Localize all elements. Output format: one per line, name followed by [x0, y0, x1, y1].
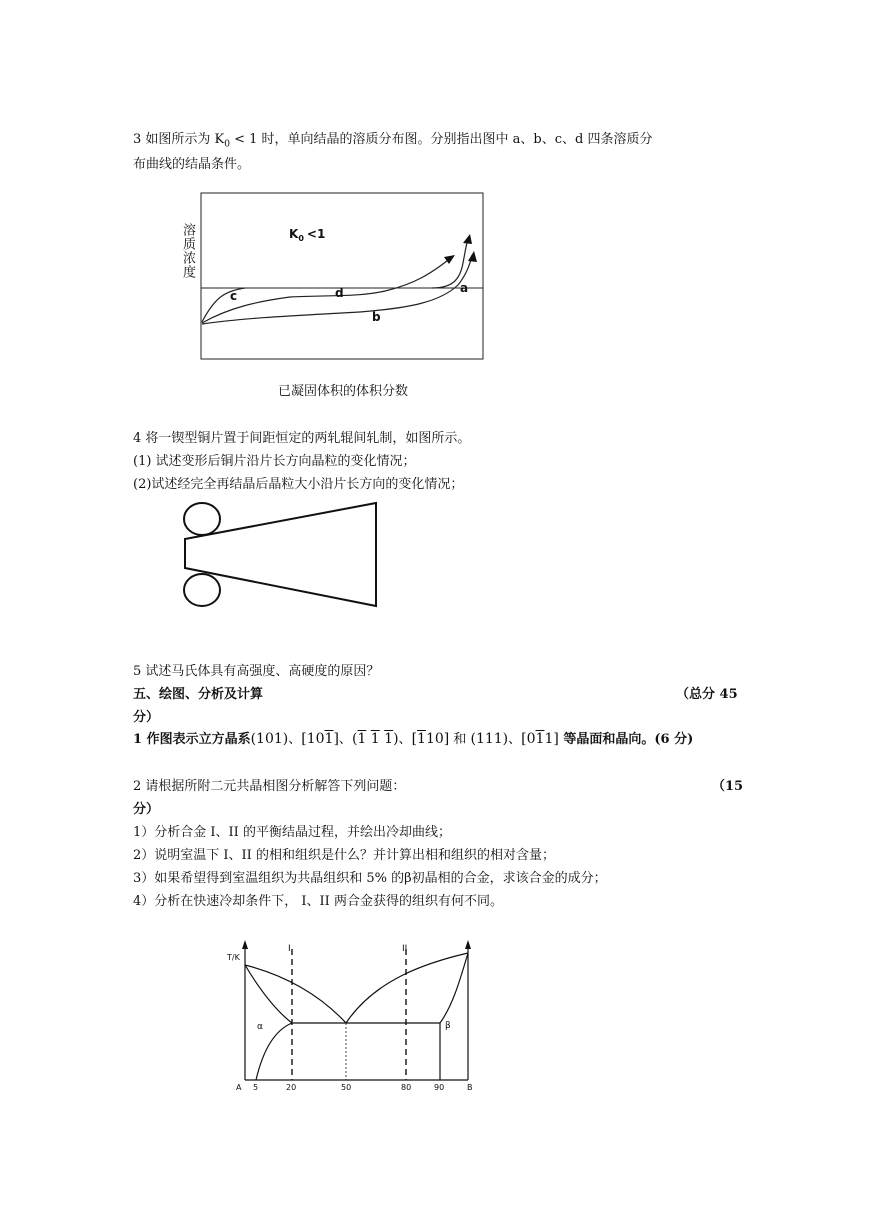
dir-bar110: [110] [411, 731, 450, 747]
problem2-item-2: 2）说明室温下 I、II 的相和组织是什么？并计算出相和组织的相对含量； [133, 848, 555, 863]
arrow-b [468, 251, 477, 262]
plane-bar111: (1 1 1) [351, 731, 399, 747]
plane-111: (111) [470, 731, 509, 747]
phase-ylabel: T/K [227, 953, 240, 962]
problem2-score-cont: 分） [133, 802, 160, 817]
section5-score-cont: 分） [133, 710, 160, 725]
upper-roll [184, 503, 220, 535]
curve-c [202, 288, 245, 322]
q4-sub2: (2)试述经完全再结晶后晶粒大小沿片长方向的变化情况； [133, 477, 464, 492]
alpha-label: α [257, 1022, 263, 1032]
and-word: 和 [449, 732, 471, 747]
label-d: d [335, 286, 344, 300]
liquidus-left [245, 965, 346, 1023]
q3-line1-b: < 1 时，单向结晶的溶质分布图。分别指出图中 a、b、c、d 四条溶质分 [229, 132, 653, 147]
q3-line1-a: 3 如图所示为 K [133, 132, 225, 147]
problem2-item-1: 1）分析合金 I、II 的平衡结晶过程，并绘出冷却曲线； [133, 825, 451, 840]
solidus-alpha [245, 965, 292, 1023]
tick-90: 90 [434, 1083, 445, 1092]
problem2-score: （15 [712, 779, 744, 794]
q4-sub1: (1) 试述变形后铜片沿片长方向晶粒的变化情况； [133, 454, 416, 469]
rolling-figure [175, 495, 390, 615]
solute-ylabel: 溶质浓度 [180, 223, 195, 279]
sep: 、 [288, 732, 302, 747]
q3-line1-sub: 0 [224, 139, 230, 150]
arrow-a [463, 234, 472, 244]
problem1-suffix: 等晶面和晶向。(6 分) [558, 732, 694, 747]
lower-roll [184, 574, 220, 606]
problem1-line [133, 728, 693, 747]
problem2-item-3: 3）如果希望得到室温组织为共晶组织和 5% 的β初晶相的合金，求该合金的成分； [133, 871, 607, 886]
label-b: b [372, 310, 381, 324]
q5-line1: 5 试述马氏体具有高强度、高硬度的原因？ [133, 664, 380, 679]
beta-label: β [445, 1021, 451, 1031]
figure-frame [201, 193, 483, 359]
section5-score: （总分 45 [676, 687, 738, 702]
q3-line1 [133, 128, 653, 150]
alloy-i-label: I [288, 944, 291, 954]
end-a-label: A [236, 1083, 242, 1092]
tick-80: 80 [401, 1083, 412, 1092]
liquidus-right [346, 953, 468, 1023]
q4-line1: 4 将一锲型铜片置于间距恒定的两轧辊间轧制，如图所示。 [133, 431, 471, 446]
solute-xlabel: 已凝固体积的体积分数 [278, 384, 409, 399]
problem1-prefix: 1 作图表示立方晶系 [133, 732, 251, 747]
section5-title: 五、绘图、分析及计算 [133, 687, 264, 702]
tick-20: 20 [286, 1083, 297, 1092]
problem2-line1: 2 请根据所附二元共晶相图分析解答下列问题： [133, 779, 406, 794]
tick-50: 50 [341, 1083, 352, 1092]
q3-line2: 布曲线的结晶条件。 [133, 157, 251, 172]
dir-0bar11: [011] [521, 731, 559, 747]
phase-diagram [225, 935, 485, 1095]
end-b-label: B [467, 1083, 473, 1092]
k0-label: $K_0 <1$ [289, 227, 326, 243]
curve-d [202, 257, 452, 323]
label-a: a [460, 281, 469, 295]
sep: 、 [338, 732, 352, 747]
sep: 、 [398, 732, 412, 747]
problem2-item-4: 4）分析在快速冷却条件下， I、II 两合金获得的组织有何不同。 [133, 894, 503, 909]
left-axis-arrow [242, 940, 248, 949]
solidus-beta [440, 953, 468, 1023]
dir-10-1: [101] [301, 731, 339, 747]
plane-101: (101) [250, 731, 289, 747]
alloy-ii-label: II [402, 944, 408, 954]
copper-wedge [185, 503, 376, 606]
label-c: c [230, 289, 238, 303]
tick-5: 5 [253, 1083, 259, 1092]
sep: 、 [508, 732, 522, 747]
solute-distribution-figure [170, 185, 500, 375]
right-axis-arrow [465, 940, 471, 949]
